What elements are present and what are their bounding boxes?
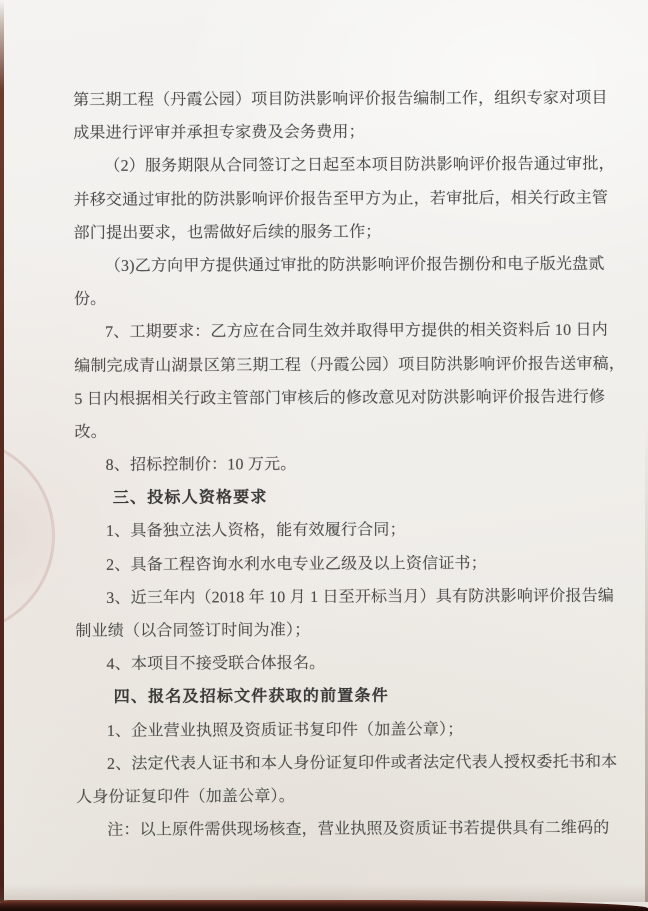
text-line: 第三期工程（丹霞公园）项目防洪影响评价报告编制工作，组织专家对项目 xyxy=(73,89,608,109)
section-heading-line: 三、投标人资格要求 xyxy=(112,489,268,508)
text-line: 1、具备独立法人资格，能有效履行合同； xyxy=(105,521,406,541)
text-line: 成果进行评审并承担专家费及会务费用； xyxy=(73,123,365,143)
text-line: 编制完成青山湖景区第三期工程（丹霞公园）项目防洪影响评价报告送审稿， xyxy=(74,355,626,375)
text-line: 3、近三年内（2018 年 10 月 1 日至开标当月）具有防洪影响评价报告编 xyxy=(106,587,615,607)
text-line: 注：以上原件需供现场核查，营业执照及资质证书若提供具有二维码的 xyxy=(107,819,610,839)
text-line: 部门提出要求，也需做好后续的服务工作； xyxy=(73,223,382,242)
seal-bleedthrough-stamp xyxy=(0,437,55,635)
text-line: 改。 xyxy=(74,423,107,441)
text-line: 5 日内根据相关行政主管部门审核后的修改意见对防洪影响评价报告进行修 xyxy=(74,388,606,408)
text-line: 8、招标控制价：10 万元。 xyxy=(105,456,297,474)
text-line: 2、具备工程咨询水利水电专业乙级及以上资信证书； xyxy=(106,554,487,574)
text-line: 份。 xyxy=(73,290,107,309)
text-line: 制业绩（以合同签订时间为准）； xyxy=(75,621,311,640)
paper-left-edge xyxy=(0,0,4,902)
text-line: 7、工期要求：乙方应在合同生效并取得甲方提供的相关资料后 10 日内 xyxy=(105,321,608,342)
text-line: 人身份证复印件（加盖公章）。 xyxy=(76,787,295,806)
text-line: 并移交通过审批的防洪影响评价报告至甲方为止，若审批后，相关行政主管 xyxy=(73,189,609,209)
text-line: 4、本项目不接受联合体报名。 xyxy=(106,655,326,674)
text-line: （3)乙方向甲方提供通过审批的防洪影响评价报告捌份和电子版光盘贰 xyxy=(104,255,605,275)
text-line: 1、企业营业执照及资质证书复印件（加盖公章）； xyxy=(106,720,464,740)
desk-bottom-edge xyxy=(0,900,648,911)
text-line: 2、法定代表人证书和本人身份证复印件或者法定代表人授权委托书和本 xyxy=(106,753,618,773)
text-line: （2）服务期限从合同签订之日起至本项目防洪影响评价报告通过审批， xyxy=(104,156,615,176)
section-heading-line: 四、报名及招标文件获取的前置条件 xyxy=(113,688,389,707)
document-body xyxy=(73,82,626,848)
